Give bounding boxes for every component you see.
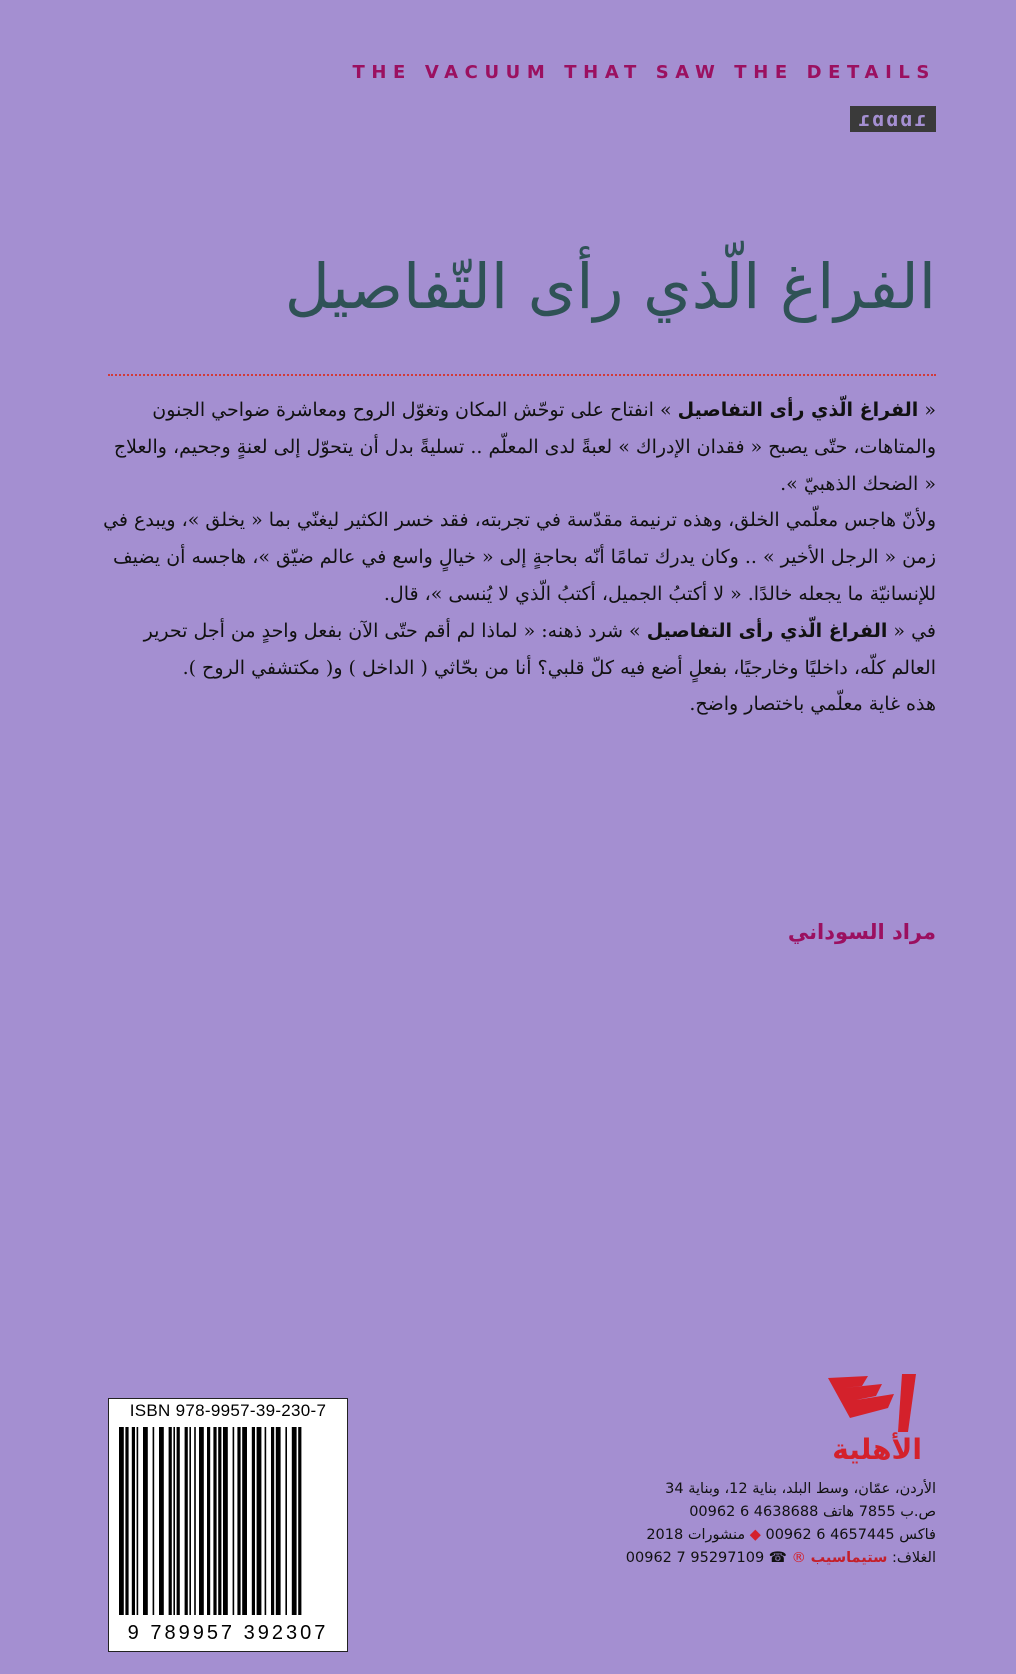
isbn-label: ISBN 978-9957-39-230-7 [129,1401,327,1420]
arabic-title: الفراغ الّذي رأى التّفاصيل [284,250,936,323]
cover-designer: ستيماسيب [810,1550,888,1566]
barcode-bar [265,1427,267,1615]
barcode-bar [218,1427,221,1615]
barcode-bar [125,1427,128,1615]
barcode-bar [132,1427,135,1615]
cover-credit-line [516,1547,936,1570]
book-title-inline: الفراغ الّذي رأى التفاصيل [677,399,919,421]
author-name: مراد السوداني [787,920,936,944]
publisher-edition: منشورات 2018 [646,1527,746,1543]
barcode-bar [257,1427,262,1615]
phone-icon: ☎ [768,1550,787,1566]
barcode-bar [137,1427,139,1615]
barcode-bar [285,1427,287,1615]
blurb-paragraph-1 [100,392,936,502]
barcode-bar [242,1427,247,1615]
book-title-inline: الفراغ الّذي رأى التفاصيل [646,619,888,642]
barcode-bar [276,1427,281,1615]
blurb-segment: في « [887,619,936,642]
blurb-paragraph-3 [100,613,936,687]
blurb-paragraph-2 [100,502,936,612]
blurb-segment: هذه غاية معلّمي باختصار واضح. [689,693,936,716]
barcode-bar [213,1427,216,1615]
barcode-bar [271,1427,274,1615]
barcode-bar [177,1427,180,1615]
blurb-text [100,392,936,723]
barcode-bar [237,1427,240,1615]
dotted-divider [108,374,936,376]
diamond-icon: ◆ [749,1527,761,1543]
barcode-bar [185,1427,188,1615]
designer-phone: 95297109 7 00962 [625,1550,765,1566]
barcode-digits: 9 789957 392307 [127,1622,329,1644]
blurb-paragraph-4 [100,686,936,723]
series-badge [850,106,936,132]
barcode-bar [119,1427,124,1615]
blurb-segment: » شرد ذهنه: « لماذا لم أقم حتّى الآن بفعل واحدٍ من أجل تحرير العالم كلّه، داخليًا وخارجيًا، بفعلٍ أضع فيه كلّ قلبي؟ أنا من بحّاثي ( الداخل ) و( مكتشفي الروح ). [143,619,936,679]
barcode-bar [233,1427,235,1615]
barcode-bar [252,1427,255,1615]
publisher-fax: فاكس 4657445 6 00962 [765,1527,936,1543]
isbn-barcode-block [108,1398,348,1652]
barcode-bar [153,1427,155,1615]
barcode-bar [173,1427,175,1615]
barcode-bar [143,1427,148,1615]
english-title: THE VACUUM THAT SAW THE DETAILS [352,62,936,83]
barcode-bar [292,1427,297,1615]
series-badge-glyphs: ɾɑɑɑɾ [857,107,929,131]
barcode-bar [298,1427,301,1615]
barcode-bar [199,1427,204,1615]
barcode-bar [159,1427,164,1615]
publisher-fax-line [516,1524,936,1547]
barcode-bar [223,1427,228,1615]
barcode-bar [194,1427,196,1615]
publisher-phone: ص.ب 7855 هاتف 4638688 6 00962 [689,1504,936,1520]
barcode-bar [207,1427,210,1615]
publisher-address: الأردن، عمّان، وسط البلد، بناية 12، وبناية 34 [665,1481,936,1497]
blurb-segment: « [918,399,936,421]
publisher-logo-text: الأهلية [832,1433,922,1466]
barcode-icon [115,1427,341,1615]
publisher-info [516,1478,936,1570]
blurb-segment: ولأنّ هاجس معلّمي الخلق، وهذه ترنيمة مقدّسة في تجربته، فقد خسر الكثير ليغنّي بما « يخلق »، ويبدع في زمن « الرجل الأخير » .. وكان يدرك تمامًا أنّه بحاجةٍ إلى « خيالٍ واسع في عالم ضيّق »، هاجسه أن يضيف للإنسانيّة ما يجعله خالدًا. « لا أكتبُ الجميل، أكتبُ الّذي لا يُنسى »، قال. [103,509,936,605]
registered-icon: ® [791,1550,806,1566]
blurb-segment: » انفتاح على توحّش المكان وتغوّل الروح ومعاشرة ضواحي الجنون والمتاهات، حتّى يصبح « فقدان الإدراك » لعبةً لدى المعلّم .. تسليةً بدل أن يتحوّل إلى لعنةٍ وجحيم، والعلاج « الضحك الذهبيّ ». [113,399,936,495]
barcode-bar [169,1427,172,1615]
barcode-bar [189,1427,191,1615]
cover-credit-label: الغلاف: [891,1550,936,1566]
